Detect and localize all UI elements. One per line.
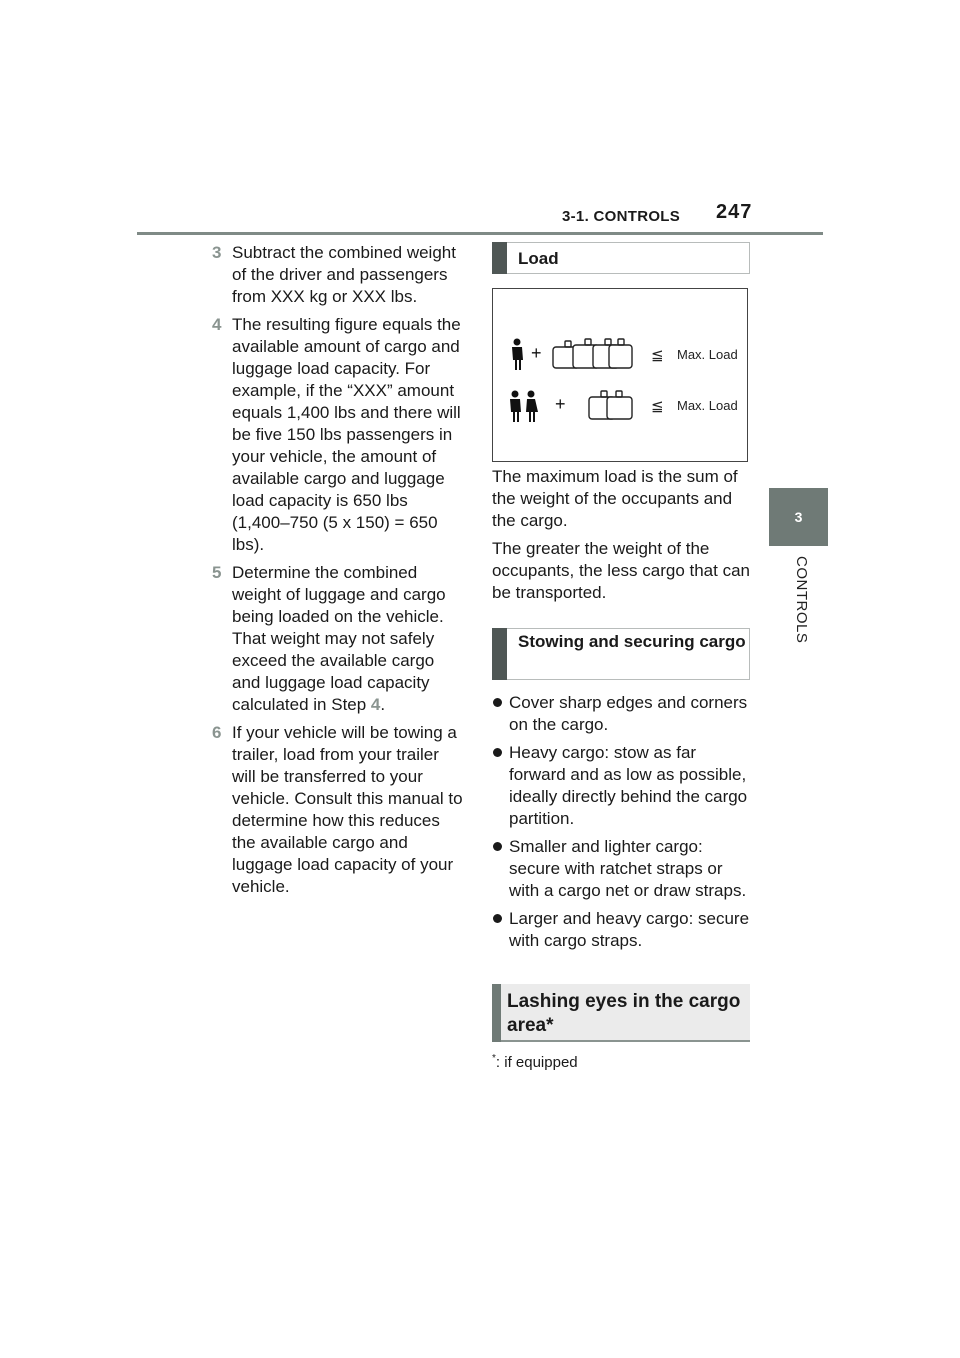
chapter-tab: 3 [769, 488, 828, 546]
two-persons-icon [510, 391, 538, 423]
step-5 [212, 562, 467, 716]
luggage-icon-group [589, 391, 632, 419]
list-item [492, 742, 750, 830]
list-item [492, 692, 750, 736]
bullet-text: Larger and heavy cargo: secure with cargo straps. [509, 909, 750, 950]
max-load-label: Max. Load [677, 347, 738, 362]
bullet-icon [493, 748, 502, 757]
step-number: 5 [212, 563, 222, 582]
step-text: If your vehicle will be towing a trailer, load from your trailer will be transferred to your vehicle. Consult this manual to determine how this reduces the available cargo and luggage load capacity of your vehicle. [232, 723, 463, 896]
step-3 [212, 242, 467, 308]
bullet-icon [493, 842, 502, 851]
step-text: Subtract the combined weight of the driver and passengers from XXX kg or XXX lbs. [232, 243, 456, 306]
footnote-text: : if equipped [495, 1054, 578, 1071]
list-item [492, 836, 750, 902]
step-text-end: . [380, 695, 386, 714]
bullet-icon [493, 914, 502, 923]
less-or-equal-sign: ≦ [651, 397, 664, 415]
max-load-label: Max. Load [677, 398, 738, 413]
step-number: 6 [212, 723, 222, 742]
header-divider [137, 232, 823, 235]
plus-sign: + [555, 394, 566, 414]
step-number: 4 [212, 315, 222, 334]
bullet-text: Cover sharp edges and corners on the cargo. [509, 693, 748, 734]
step-reference-link[interactable]: 4 [370, 695, 381, 714]
list-item [492, 908, 750, 952]
footnote-mark: * [492, 1053, 496, 1064]
load-figure [492, 288, 748, 462]
left-column [212, 242, 467, 904]
bullet-text: Heavy cargo: stow as far forward and as low as possible, ideally directly behind the cargo partition. [509, 743, 748, 828]
section-title: 3-1. CONTROLS [562, 208, 681, 225]
bullet-text: Smaller and lighter cargo: secure with ratchet straps or with a cargo net or draw straps. [509, 837, 747, 900]
load-heading: Load [492, 242, 750, 274]
page-number: 247 [716, 201, 753, 223]
person-icon [512, 339, 523, 371]
paragraph-max-load: The maximum load is the sum of the weight of the occupants and the cargo. [492, 467, 738, 530]
footnote [492, 1048, 750, 1074]
load-illustration [493, 289, 747, 461]
step-text: Determine the combined weight of luggage and cargo being loaded on the vehicle. That weight may not safely exceed the available cargo and luggage load capacity calculated in Step [232, 563, 446, 714]
plus-sign: + [531, 343, 542, 363]
bullet-icon [493, 698, 502, 707]
right-column [492, 242, 750, 1074]
luggage-icon-group [553, 339, 632, 368]
chapter-tab-label: CONTROLS [793, 556, 810, 644]
stowing-heading: Stowing and securing cargo [492, 628, 750, 680]
step-4 [212, 314, 467, 556]
less-or-equal-sign: ≦ [651, 346, 664, 364]
step-number: 3 [212, 243, 222, 262]
lashing-eyes-heading: Lashing eyes in the cargo area* [492, 984, 750, 1042]
step-text: The resulting figure equals the available amount of cargo and luggage load capacity. For example, if the “XXX” amount equals 1,400 lbs and there will be five 150 lbs passengers in your vehicle, the amount of available cargo and luggage load capacity is 650 lbs (1,400–750 (5 x 150) = 650 lbs). [232, 315, 461, 554]
paragraph-occupant-weight: The greater the weight of the occupants, the less cargo that can be transported. [492, 539, 750, 602]
step-6 [212, 722, 467, 898]
